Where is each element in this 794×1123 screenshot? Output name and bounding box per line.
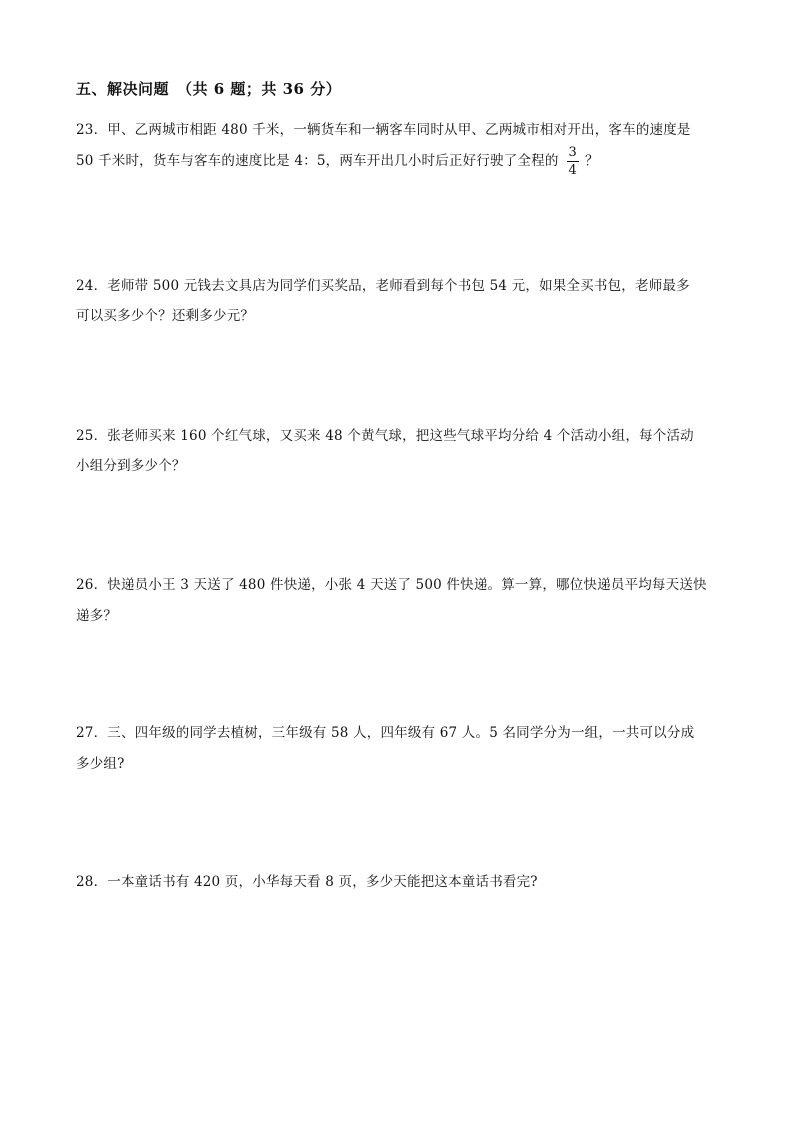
problem-23-line-2 (76, 146, 726, 177)
fraction-numerator: 3 (568, 145, 578, 160)
problem-25-line-2: 小组分到多少个？ (76, 458, 186, 474)
problem-23-line-1: 23．甲、乙两城市相距 480 千米，一辆货车和一辆客车同时从甲、乙两城市相对开出，客车的速度是 (76, 122, 691, 138)
problem-23-question-mark: ？ (585, 153, 599, 169)
problem-27-line-2: 多少组? (76, 756, 125, 772)
problem-25-line-1: 25．张老师买来 160 个红气球，又买来 48 个黄气球，把这些气球平均分给 4 个活动小组，每个活动 (76, 428, 694, 444)
problem-26-line-1: 26．快递员小王 3 天送了 480 件快递，小张 4 天送了 500 件快递。算一算，哪位快递员平均每天送快 (76, 577, 707, 593)
problem-28-line-1: 28．一本童话书有 420 页，小华每天看 8 页，多少天能把这本童话书看完? (76, 874, 538, 890)
problem-26-line-2: 递多？ (76, 608, 118, 624)
section-title: 五、解决问题 （共 6 题；共 36 分） (76, 80, 342, 98)
fraction-denominator: 4 (568, 163, 578, 178)
problem-27-line-1: 27．三、四年级的同学去植树，三年级有 58 人，四年级有 67 人。5 名同学分为一组，一共可以分成 (76, 725, 695, 741)
problem-24-line-2: 可以买多少个？还剩多少元？ (76, 308, 255, 324)
problem-24-line-1: 24．老师带 500 元钱去文具店为同学们买奖品，老师看到每个书包 54 元，如果全买书包，老师最多 (76, 278, 690, 294)
problem-23-line-2-text: 50 千米时，货车与客车的速度比是 4：5，两车开出几小时后正好行驶了全程的 (76, 153, 559, 169)
fraction-three-quarters (567, 146, 579, 177)
